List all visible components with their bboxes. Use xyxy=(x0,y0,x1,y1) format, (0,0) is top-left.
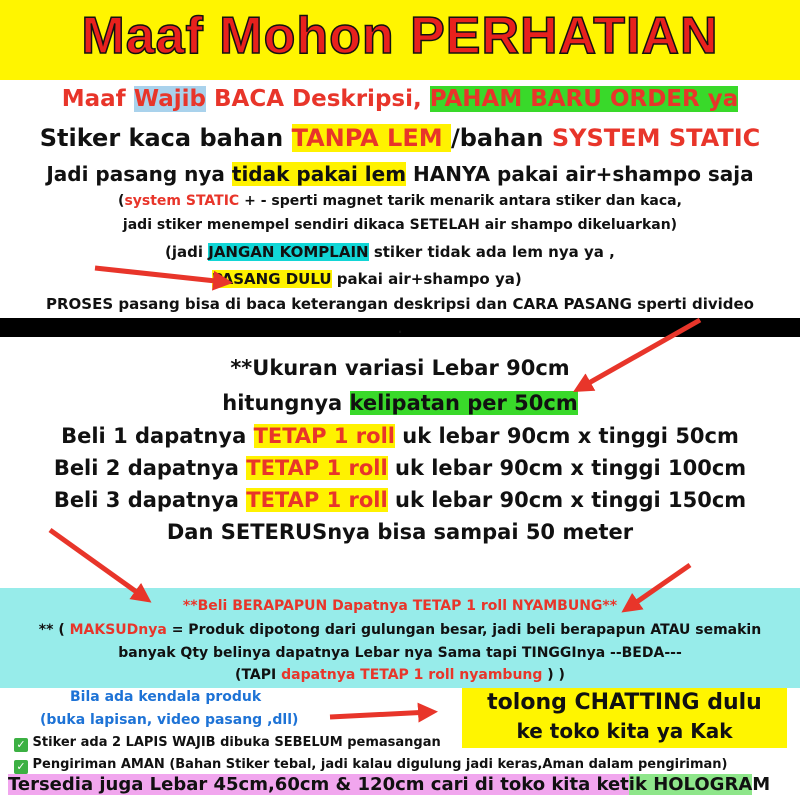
material-p1: Stiker kaca bahan xyxy=(39,124,292,152)
install-no-glue: tidak pakai lem xyxy=(231,162,407,186)
cyan-l1a: ** ( xyxy=(38,622,70,638)
cyan-l3a: (TAPI xyxy=(235,667,282,683)
material-tanpa-lem: TANPA LEM xyxy=(291,124,451,152)
cyan-line-2: banyak Qty belinya dapatnya Lebar nya Sama tapi TINGGInya --BEDA--- xyxy=(118,645,682,661)
material-p3: /bahan xyxy=(450,124,552,152)
arrow-icon xyxy=(628,565,690,608)
bottom-p3: M xyxy=(752,774,771,795)
subtitle-paham: PAHAM BARU ORDER ya xyxy=(429,86,739,112)
cyan-l3b: dapatnya TETAP 1 roll nyambung xyxy=(281,667,543,683)
static-note-1a: ( xyxy=(118,193,125,209)
material-system-static: SYSTEM STATIC xyxy=(551,124,761,152)
check-item-text: Stiker ada 2 LAPIS WAJIB dibuka SEBELUM pemasangan xyxy=(32,735,441,750)
cyan-l3c: ) ) xyxy=(542,667,565,683)
ukuran-row-a: Beli 2 dapatnya xyxy=(53,456,247,480)
complaint-jangan: JANGAN KOMPLAIN xyxy=(208,243,369,261)
kendala-line-2: (buka lapisan, video pasang ,dll) xyxy=(40,712,299,728)
ukuran-last-line: Dan SETERUSnya bisa sampai 50 meter xyxy=(166,520,634,544)
static-note-1b: system STATIC xyxy=(124,193,240,209)
ukuran-row-roll: TETAP 1 roll xyxy=(246,456,388,480)
check-icon: ✓ xyxy=(14,760,28,774)
page-title: Maaf Mohon PERHATIAN xyxy=(81,7,719,65)
arrow-icon xyxy=(330,712,430,717)
arrow-icon xyxy=(580,320,700,388)
dot-mark: . xyxy=(397,322,403,336)
static-note-1c: + - sperti magnet tarik menarik antara stiker dan kaca, xyxy=(239,193,682,209)
ukuran-row-roll: TETAP 1 roll xyxy=(253,424,395,448)
check-icon: ✓ xyxy=(14,738,28,752)
check-item-text: Pengiriman AMAN (Bahan Stiker tebal, jadi kalau digulung jadi keras,Aman dalam pengiriman) xyxy=(32,757,728,772)
proses-line: PROSES pasang bisa di baca keterangan deskripsi dan CARA PASANG sperti divideo xyxy=(46,295,754,313)
ukuran-row-c: uk lebar 90cm x tinggi 100cm xyxy=(387,456,747,480)
subtitle-baca: BACA Deskripsi, xyxy=(206,86,430,112)
pasang-dulu: PASANG DULU xyxy=(212,270,332,288)
cyan-maksud: MAKSUDnya xyxy=(69,622,167,638)
ukuran-row-roll: TETAP 1 roll xyxy=(246,488,388,512)
ukuran-hitung: hitungnya xyxy=(222,391,350,415)
arrow-icon xyxy=(50,530,145,598)
subtitle-maaf: Maaf xyxy=(61,86,134,112)
subtitle-wajib: Wajib xyxy=(133,86,207,112)
pasang-rest: pakai air+shampo ya) xyxy=(331,270,522,288)
ukuran-line-1: **Ukuran variasi Lebar 90cm xyxy=(230,356,570,380)
ukuran-row-a: Beli 1 dapatnya xyxy=(61,424,254,448)
static-note-2: jadi stiker menempel sendiri dikaca SETELAH air shampo dikeluarkan) xyxy=(122,217,678,233)
cyan-heading: **Beli BERAPAPUN Dapatnya TETAP 1 roll NYAMBUNG** xyxy=(182,598,618,614)
kendala-line-1: Bila ada kendala produk xyxy=(70,689,262,705)
install-p1: Jadi pasang nya xyxy=(46,162,232,186)
ukuran-row-c: uk lebar 90cm x tinggi 50cm xyxy=(394,424,739,448)
bottom-p2: ik HOLOGRA xyxy=(628,774,753,795)
ukuran-kelipatan: kelipatan per 50cm xyxy=(349,391,578,415)
ukuran-row-a: Beli 3 dapatnya xyxy=(53,488,247,512)
complaint-p1: (jadi xyxy=(165,243,209,261)
chat-line-1: tolong CHATTING dulu xyxy=(487,690,762,715)
install-p3: HANYA pakai air+shampo saja xyxy=(406,162,754,186)
complaint-p3: stiker tidak ada lem nya ya , xyxy=(368,243,615,261)
cyan-l1c: = Produk dipotong dari gulungan besar, jadi beli berapapun ATAU semakin xyxy=(166,622,762,638)
bottom-p1: Tersedia juga Lebar 45cm,60cm & 120cm cari di toko kita ket xyxy=(8,774,629,795)
ukuran-row-c: uk lebar 90cm x tinggi 150cm xyxy=(387,488,747,512)
chat-line-2: ke toko kita ya Kak xyxy=(516,719,733,743)
arrow-icon xyxy=(95,268,225,282)
